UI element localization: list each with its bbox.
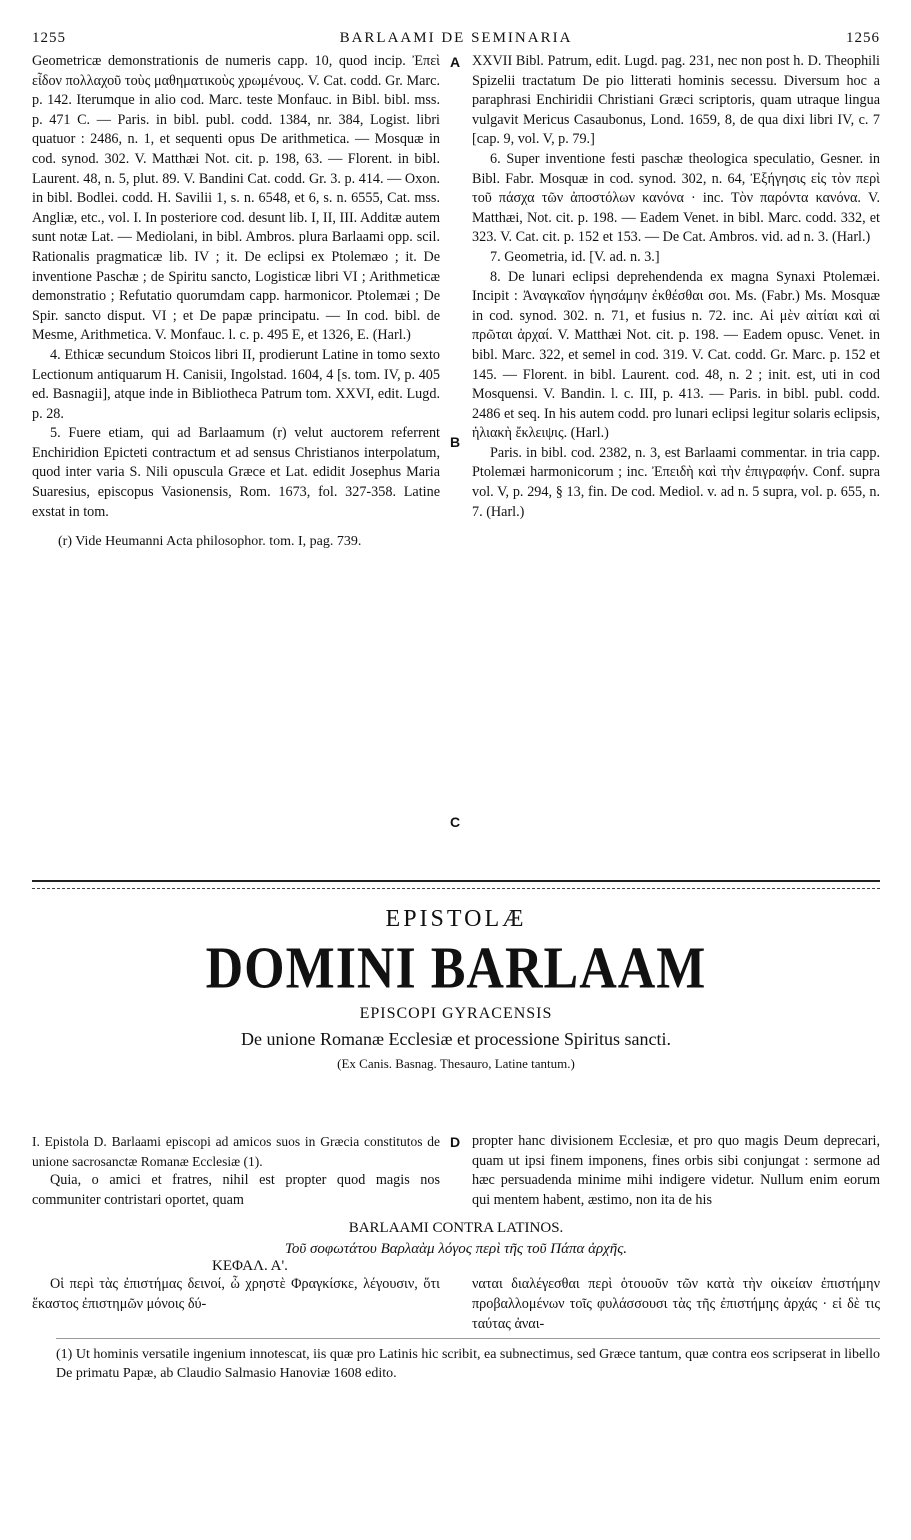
greek-left-column: [32, 1275, 440, 1334]
paragraph: Paris. in bibl. cod. 2382, n. 3, est Barlaami commentar. in tria capp. Ptolemæi harmonicorum ; inc. Ἐπειδὴ καὶ τὴν ἐπιγραφήν. Conf. supra vol. V, p. 294, § 13, fin. De cod. Mediol. v. ad n. 5 supra, vol. p. 655, n. 7. (Harl.): [472, 444, 880, 520]
paragraph: Geometricæ demonstrationis de numeris capp. 10, quod incip. Ἐπεὶ εἶδον πολλαχοῦ τοὺς μαθηματικοὺς χρωμένους. V. Cat. codd. Gr. Marc. p. 142. Iterumque in alio cod. Marc. teste Monfauc. in Bibl. bibl. mss. p. 471 C. — Paris. in bibl. publ. codd. 1384, nr. 384, Logist. libri quatuor : 2486, n. 1, et sequenti opus De arithmetica. — Mosquæ in cod. synod. 302. V. Matthæi Not. cit. p. 198, 63. — Florent. in bibl. Laurent. 48, n. 5, plut. 89. V. Bandini Cat. codd. Gr. 3. p. 414. — Oxon. in bibl. Bodlei. codd. H. Savilii 1, s. n. 6548, et 6, s. n. 6555, Cat. mss. Angliæ, etc., vol. I. In posteriore cod. desunt lib. I, II, III. Additæ autem sunt notæ Lat. — Mediolani, in bibl. Ambros. plura Barlaami opp. scil. Rationalis pragmaticæ lib. IV ; it. De eclipsi ex Ptolemæo ; it. De inventione Paschæ ; de Spiritu sancto, Logisticæ libri VI ; Arithmeticæ demonstratio ; Refutatio quorumdam capp. harmonicor. Ptolemæi ; De Spir. sancto disput. VI ; et De papæ principatu. — In cod. bibl. de Mesme, Arithmetica. V. Monfauc. l. c. p. 495 E, et 1326, E. (Harl.): [32, 53, 440, 344]
title-domini-barlaam: DOMINI BARLAAM: [205, 935, 707, 1002]
running-title: BARLAAMI DE SEMINARIA: [339, 30, 573, 46]
lower-section: [32, 1132, 880, 1383]
section-title: BARLAAMI CONTRA LATINOS.: [348, 1220, 564, 1237]
paragraph: 6. Super inventione festi paschæ theologica speculatio, Gesner. in Bibl. Fabr. Mosquæ in cod. synod. 302, n. 64, Ἐξήγησις εἰς τὸν περὶ τοῦ πάσχα τῶν ἀποστόλων κανόνα · inc. Τὸν παρόντα κανόνα. V. Matthæi, Not. cit. p. 198. — Eadem Venet. in bibl. Marc. codd. 332, et 323. V. Cat. cit. p. 152 et 153. — De Cat. Ambros. vid. ad n. 3. (Harl.): [472, 150, 880, 246]
upper-right-column: [472, 52, 880, 522]
paragraph: 7. Geometria, id. [V. ad. n. 3.]: [490, 248, 660, 265]
paragraph: Quia, o amici et fratres, nihil est propter quod magis nos communiter contristari oportet, quam: [32, 1172, 440, 1208]
footnote-1: (1) Ut hominis versatile ingenium innotescat, iis quæ pro Latinis hic scribit, ea subnectimus, sed Græce tantum, quæ contra eos scripserat in libello De primatu Papæ, ab Claudio Salmasio Hanoviæ 1608 edito.: [56, 1338, 880, 1383]
title-subject: De unione Romanæ Ecclesiæ et processione Spiritus sancti.: [241, 1029, 671, 1049]
title-block: [32, 906, 880, 1072]
greek-columns: [32, 1275, 880, 1334]
lower-right-column: [472, 1132, 880, 1210]
section-divider: [32, 880, 880, 889]
greek-title: Τοῦ σοφωτάτου Βαρλαὰμ λόγος περὶ τῆς τοῦ Πάπα ἀρχῆς.: [284, 1241, 628, 1258]
epistola-heading: I. Epistola D. Barlaami episcopi ad amicos suos in Græcia constitutos de unione sacrosanctæ Romanæ Ecclesiæ (1).: [32, 1134, 440, 1169]
paragraph: 8. De lunari eclipsi deprehendenda ex magna Synaxi Ptolemæi. Incipit : Ἀναγκαῖον ἡγησάμην ἐκθέσθαι σοι. Ms. (Fabr.) Ms. Mosquæ in cod. synod. 302. n. 71, et fusius n. 72. inc. Αἱ μὲν αἰτίαι καὶ αἱ πρῶται ἀρχαί. V. Matthæi Not. cit. p. 198. — Eadem opusc. Venet. in bibl. Marc. 322, et semel in cod. 319. V. Cat. codd. Gr. Marc. p. 152 et 145. — Florent. in bibl. Laurent. cod. 48, n. 2 ; init. est, uti in cod Mosquensi. V. Bandin. l. c. III, p. 413. — Paris. in bibl. publ. codd. 2486 et seq. In his autem codd. pro lunari eclipsi legitur solaris eclipsis, ἡλιακὴ ἔκλειψις. (Harl.): [472, 268, 880, 442]
greek-right-column: [472, 1275, 880, 1334]
lower-columns: [32, 1132, 880, 1210]
greek-paragraph: ναται διαλέγεσθαι περὶ ὁτουοῦν τῶν κατὰ τὴν οἰκείαν ἐπιστήμην προβαλλομένων τοῖς φυλάσσουσι τὰς τῆς ἐπιστήμης ἀρχάς · εἰ δὲ τις ταύτας ἀναι-: [472, 1276, 880, 1332]
paragraph: XXVII Bibl. Patrum, edit. Lugd. pag. 231, nec non post h. D. Theophili Spizelii tractatum De pio litterati hominis secessu. Diversum hoc a paraphrasi Enchiridii Christiani Græci scriptoris, quam utraque lingua vulgavit Mericus Casaubonus, Lond. 1659, 8, de qua dixi libri IV, c. 7 [cap. 9, vol. V, p. 79.]: [472, 53, 880, 148]
paragraph: propter hanc divisionem Ecclesiæ, et pro quo magis Deum deprecari, quam ut ipsi finem imponens, fines orbis sibi conjungat : sermone ad hæc persuadenda minime mihi indigere videtur. Nullum enim eorum qui mentem habent, æstimo, non ita de his: [472, 1133, 880, 1208]
upper-left-column: [32, 52, 440, 522]
title-episcopi: EPISCOPI GYRACENSIS: [359, 1005, 553, 1022]
page-number-right: 1256: [846, 30, 880, 46]
paragraph: 4. Ethicæ secundum Stoicos libri II, prodierunt Latine in tomo sexto Lectionum antiquarum H. Canisii, Ingolstad. 1604, 4 [s. tom. IV, p. 405 ed. Basnagii], atque inde in Bibliotheca Patrum tom. XXVI, edit. Lugd. p. 28.: [32, 346, 440, 422]
title-epistolae: EPISTOLÆ: [385, 906, 527, 932]
paragraph: 5. Fuere etiam, qui ad Barlaamum (r) velut auctorem referrent Enchiridion Epicteti contractum et ad sensus Christianos interpolatum, quod inter varia S. Nili opuscula Græce et Lat. edidit Josephus Maria Suaresius, episcopus Vasionensis, Rom. 1673, fol. 327-358. Latine exstat in tom.: [32, 425, 440, 520]
chapter-heading: ΚΕΦΑΛ. Α'.: [212, 1258, 288, 1275]
margin-letter-a: A: [450, 54, 461, 70]
margin-letter-b: B: [450, 434, 461, 450]
running-head: [32, 30, 880, 52]
title-source: (Ex Canis. Basnag. Thesauro, Latine tantum.): [337, 1056, 575, 1071]
margin-letter-c: C: [450, 814, 461, 830]
lower-left-column: [32, 1132, 440, 1210]
margin-letter-d: D: [450, 1134, 461, 1150]
page-number-left: 1255: [32, 30, 66, 46]
footnote-r: (r) Vide Heumanni Acta philosophor. tom. I, pag. 739.: [58, 534, 362, 550]
page: [32, 30, 880, 830]
greek-paragraph: Οἱ περὶ τὰς ἐπιστήμας δεινοί, ὦ χρηστὲ Φραγκίσκε, λέγουσιν, ὅτι ἕκαστος ἐπιστημῶν μόνοις δύ-: [32, 1276, 440, 1312]
